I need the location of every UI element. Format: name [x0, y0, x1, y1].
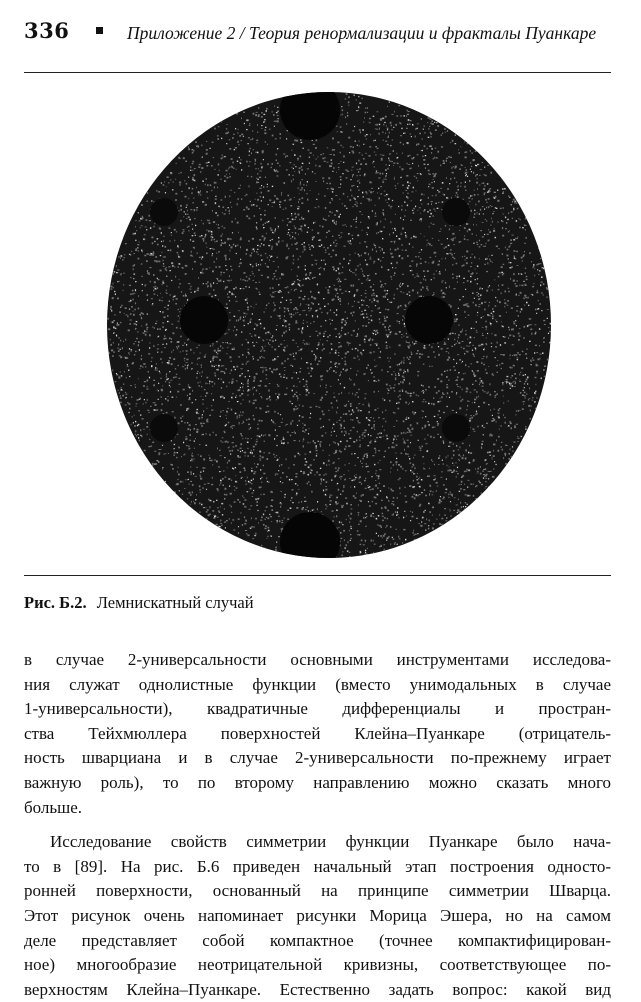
running-header [24, 14, 616, 54]
bottom-rule [24, 575, 611, 576]
text-line: деле представляет собой компактное (точнее компактифицирован- [24, 930, 611, 950]
body-text [24, 648, 611, 1002]
paragraph-1 [24, 648, 611, 820]
running-title: Приложение 2 / Теория ренормализации и фракталы Пуанкаре [127, 23, 597, 43]
text-line: в случае 2-универсальности основными инструментами исследова- [24, 650, 611, 669]
caption-text: Лемнискатный случай [96, 593, 254, 612]
page-number: 336 [24, 18, 70, 43]
paragraph-2 [24, 830, 611, 1002]
text-line: то в [89]. На рис. Б.6 приведен начальный этап построения односто- [24, 856, 611, 876]
top-rule [24, 72, 611, 73]
figure-caption [24, 593, 254, 613]
text-line: Исследование свойств симметрии функции Пуанкаре было нача- [50, 832, 611, 852]
lemniscate-disk-image [104, 84, 554, 564]
caption-label: Рис. Б.2. [24, 593, 87, 612]
text-line: ронней поверхности, основанный на принципе симметрии Шварца. [24, 881, 611, 901]
text-line: Этот рисунок очень напоминает рисунки Морица Эшера, но на самом [24, 905, 611, 925]
text-line: больше. [24, 797, 83, 817]
text-line: ства Тейхмюллера поверхностей Клейна–Пуанкаре (отрицатель- [24, 723, 611, 743]
figure-lemniscate [104, 84, 554, 564]
text-line: важную роль), то по второму направлению можно сказать много [24, 772, 611, 792]
header-bullet-icon [96, 27, 103, 34]
text-line: ния служат однолистные функции (вместо унимодальных в случае [24, 674, 611, 694]
text-line: верхностям Клейна–Пуанкаре. Естественно задать вопрос: какой вид [24, 979, 611, 999]
text-line: ное) многообразие неотрицательной кривизны, соответствующее по- [24, 955, 611, 975]
text-line: 1-универсальности), квадратичные дифференциалы и простран- [24, 699, 611, 719]
text-line: ность шварциана и в случае 2-универсальности по-прежнему играет [24, 748, 611, 768]
disk-base [107, 92, 551, 558]
